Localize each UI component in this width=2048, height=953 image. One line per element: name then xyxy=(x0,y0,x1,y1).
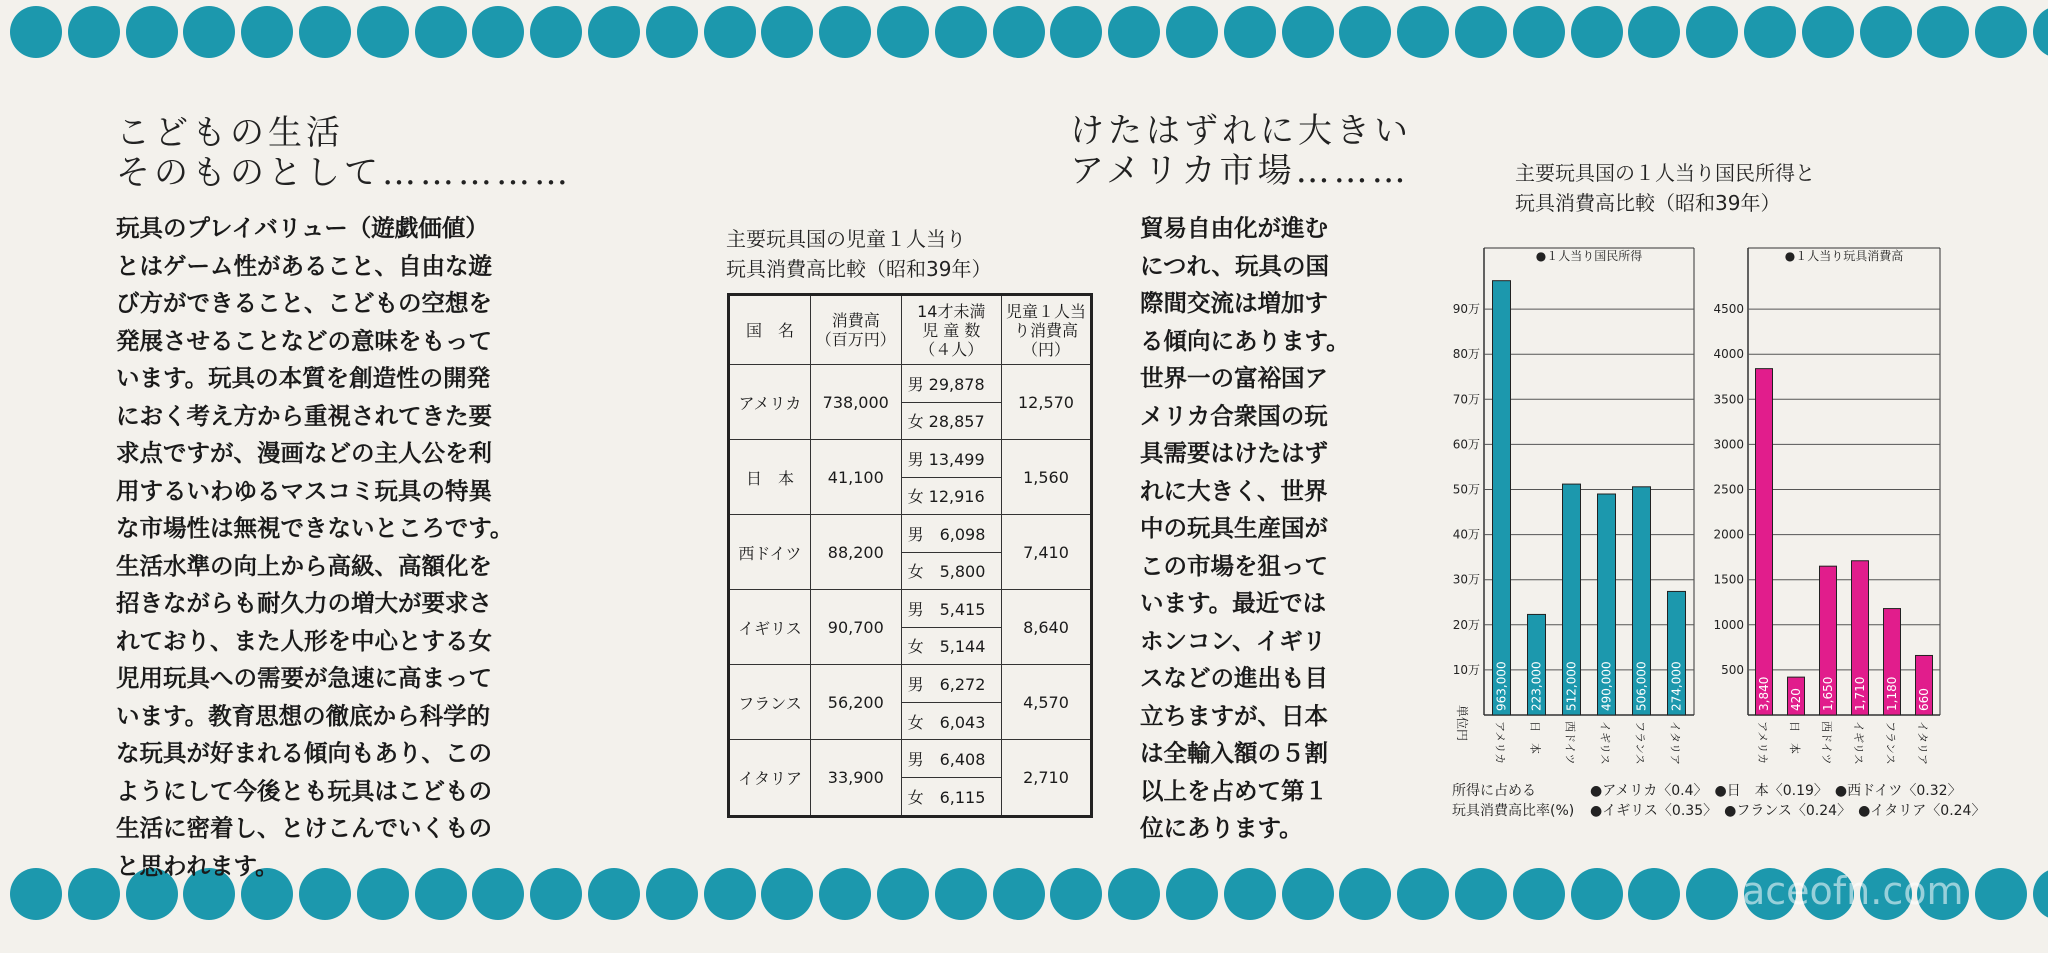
border-dot xyxy=(126,6,178,58)
cell-spend: 88,200 xyxy=(810,515,901,590)
cell-spend: 33,900 xyxy=(810,740,901,817)
cell-per-child: 12,570 xyxy=(1001,365,1091,440)
x-tick-label: 西ドイツ xyxy=(1820,721,1833,765)
bar-value-label: 660 xyxy=(1917,688,1931,711)
border-dot xyxy=(1339,868,1391,920)
x-tick-label: フランス xyxy=(1633,721,1647,765)
chart-caption: 主要玩具国の１人当り国民所得と 玩具消費高比較（昭和39年） xyxy=(1515,161,1815,215)
y-tick-label: 1000 xyxy=(1713,617,1744,632)
y-tick-label: 40万 xyxy=(1452,527,1480,542)
border-dot xyxy=(1108,868,1160,920)
bar-value-label: 963,000 xyxy=(1494,661,1509,711)
bar-value-label: 506,000 xyxy=(1634,661,1649,711)
header-spend: 消費高 （百万円） xyxy=(810,295,901,365)
bar xyxy=(1493,281,1511,715)
border-dot xyxy=(704,868,756,920)
border-dot xyxy=(1513,868,1565,920)
table-row xyxy=(729,365,1092,403)
y-tick-label: 50万 xyxy=(1452,482,1480,497)
y-tick-label: 2000 xyxy=(1713,527,1744,542)
cell-boys: 男 6,098 xyxy=(901,515,1001,553)
cell-boys: 男 6,408 xyxy=(901,740,1001,778)
border-dot xyxy=(877,868,929,920)
border-dot xyxy=(1571,868,1623,920)
cell-spend: 90,700 xyxy=(810,590,901,665)
header-per-child: 児童１人当 り消費高 （円） xyxy=(1001,295,1091,365)
y-tick-label: 70万 xyxy=(1452,392,1480,407)
border-dot xyxy=(530,868,582,920)
income-chart xyxy=(1440,240,1710,775)
border-dot xyxy=(183,6,235,58)
y-tick-label: 80万 xyxy=(1452,347,1480,362)
border-dot xyxy=(10,6,62,58)
cell-country: 西ドイツ xyxy=(729,515,811,590)
border-dot xyxy=(68,868,120,920)
border-dot xyxy=(819,6,871,58)
border-dot xyxy=(1166,868,1218,920)
y-tick-label: 90万 xyxy=(1452,302,1480,317)
consumption-table xyxy=(727,293,1093,818)
y-tick-label: 1500 xyxy=(1713,572,1744,587)
bar-value-label: 490,000 xyxy=(1599,661,1614,711)
border-dot xyxy=(1513,6,1565,58)
bar-value-label: 223,000 xyxy=(1529,661,1544,711)
table-row xyxy=(729,440,1092,478)
x-tick-label: イギリス xyxy=(1598,721,1612,765)
border-dot xyxy=(357,6,409,58)
x-tick-label: イタリア xyxy=(1916,721,1929,765)
y-tick-label: 10万 xyxy=(1452,662,1480,677)
border-dot xyxy=(1455,868,1507,920)
border-dot xyxy=(935,868,987,920)
border-dot xyxy=(1802,6,1854,58)
cell-girls: 女 6,043 xyxy=(901,702,1001,740)
border-dot xyxy=(588,6,640,58)
border-dot xyxy=(819,868,871,920)
x-tick-label: 日 本 xyxy=(1788,721,1801,754)
cell-boys: 男 13,499 xyxy=(901,440,1001,478)
border-dot xyxy=(1744,6,1796,58)
table-row xyxy=(729,590,1092,628)
border-dot xyxy=(1339,6,1391,58)
border-dot xyxy=(877,6,929,58)
cell-country: イギリス xyxy=(729,590,811,665)
bar-value-label: 274,000 xyxy=(1669,661,1684,711)
border-dot xyxy=(530,6,582,58)
header-country: 国 名 xyxy=(729,295,811,365)
x-tick-label: アメリカ xyxy=(1756,721,1769,765)
table-row xyxy=(729,665,1092,703)
bar-value-label: 420 xyxy=(1789,688,1803,711)
border-dot xyxy=(10,868,62,920)
border-dot xyxy=(241,6,293,58)
border-dot xyxy=(646,6,698,58)
section2-heading: けたはずれに大きい アメリカ市場……… xyxy=(1070,111,1412,191)
border-dot xyxy=(646,868,698,920)
x-tick-label: アメリカ xyxy=(1493,721,1507,765)
x-tick-label: イタリア xyxy=(1668,721,1682,765)
border-dot xyxy=(1628,868,1680,920)
border-dot xyxy=(1686,868,1738,920)
y-tick-label: 2500 xyxy=(1713,482,1744,497)
border-dot xyxy=(1975,868,2027,920)
cell-girls: 女 5,144 xyxy=(901,627,1001,665)
cell-girls: 女 5,800 xyxy=(901,552,1001,590)
bar-value-label: 512,000 xyxy=(1564,661,1579,711)
border-dot xyxy=(588,868,640,920)
cell-boys: 男 6,272 xyxy=(901,665,1001,703)
x-tick-label: 日 本 xyxy=(1528,721,1542,754)
y-tick-label: 30万 xyxy=(1452,572,1480,587)
spending-chart-svg xyxy=(1712,240,1952,775)
y-tick-label: 4500 xyxy=(1713,302,1744,317)
watermark: aceofn.com xyxy=(1742,869,1964,913)
border-dot xyxy=(1975,6,2027,58)
cell-per-child: 7,410 xyxy=(1001,515,1091,590)
border-dot xyxy=(1397,6,1449,58)
border-dot xyxy=(993,868,1045,920)
bar-value-label: 3,840 xyxy=(1757,676,1771,711)
border-dot xyxy=(1455,6,1507,58)
top-dot-border xyxy=(0,6,2048,62)
cell-boys: 男 29,878 xyxy=(901,365,1001,403)
y-tick-label: 60万 xyxy=(1452,437,1480,452)
table-caption: 主要玩具国の児童１人当り 玩具消費高比較（昭和39年） xyxy=(726,227,992,281)
x-tick-label: 西ドイツ xyxy=(1563,721,1577,765)
section2-body: 貿易自由化が進む につれ、玩具の国 際間交流は増加す る傾向にあります。 世界一の富裕国ア メリカ合衆国の玩 具需要はけたはず れに大きく、世界 中の玩具生産国が この市場を狙って います。最近では ホンコン、イギリ スなどの進出も目 立ちますが、日本 は全輸入額の５割 以上を占めて第１ 位にあります。 xyxy=(1140,214,1350,842)
cell-country: イタリア xyxy=(729,740,811,817)
cell-girls: 女 6,115 xyxy=(901,777,1001,816)
spending-chart xyxy=(1712,240,1952,775)
border-dot xyxy=(1917,6,1969,58)
section1-body: 玩具のプレイバリュー（遊戯価値） とはゲーム性があること、自由な遊 び方ができること、こどもの空想を 発展させることなどの意味をもって います。玩具の本質を創造性の開発 におく考え方から重視されてきた要 求点ですが、漫画などの主人公を利 用するいわゆるマスコミ玩具の特異 な市場性は無視できないところです。 生活水準の向上から高級、高額化を 招きながらも耐久力の増大が要求さ れており、また人形を中心とする女 児用玩具への需要が急速に高まって います。教育思想の徹底から科学的 な玩具が好まれる傾向もあり、この ようにして今後とも玩具はこどもの 生活に密着し、とけこんでいくもの と思われます。 xyxy=(116,214,514,880)
cell-boys: 男 5,415 xyxy=(901,590,1001,628)
border-dot xyxy=(1108,6,1160,58)
border-dot xyxy=(2033,868,2048,920)
y-tick-label: 20万 xyxy=(1452,617,1480,632)
chart-title: ●１人当り玩具消費高 xyxy=(1784,249,1904,263)
cell-spend: 56,200 xyxy=(810,665,901,740)
cell-per-child: 8,640 xyxy=(1001,590,1091,665)
cell-country: フランス xyxy=(729,665,811,740)
border-dot xyxy=(415,6,467,58)
section1-heading: こどもの生活 そのものとして…………… xyxy=(116,113,572,193)
border-dot xyxy=(1628,6,1680,58)
header-kids: 14才未満 児 童 数 （４人） xyxy=(901,295,1001,365)
border-dot xyxy=(1860,6,1912,58)
ratio-label: 所得に占める 玩具消費高比率(%) xyxy=(1452,783,1575,819)
chart-title: ●１人当り国民所得 xyxy=(1535,249,1643,263)
y-tick-label: 4000 xyxy=(1713,347,1744,362)
bar-value-label: 1,180 xyxy=(1885,676,1899,711)
income-chart-svg xyxy=(1440,240,1710,775)
border-dot xyxy=(1224,868,1276,920)
table-row xyxy=(729,740,1092,778)
border-dot xyxy=(761,868,813,920)
table-row xyxy=(729,515,1092,553)
cell-per-child: 2,710 xyxy=(1001,740,1091,817)
cell-per-child: 1,560 xyxy=(1001,440,1091,515)
border-dot xyxy=(1050,6,1102,58)
cell-girls: 女 28,857 xyxy=(901,402,1001,440)
border-dot xyxy=(68,6,120,58)
y-tick-label: 3000 xyxy=(1713,437,1744,452)
border-dot xyxy=(1397,868,1449,920)
ratio-items: ●アメリカ〈0.4〉 ●日 本〈0.19〉 ●西ドイツ〈0.32〉 ●イギリス〈0.35〉 ●フランス〈0.24〉 ●イタリア〈0.24〉 xyxy=(1590,783,1986,819)
border-dot xyxy=(935,6,987,58)
x-tick-label: イギリス xyxy=(1852,721,1865,765)
cell-per-child: 4,570 xyxy=(1001,665,1091,740)
bar-value-label: 1,710 xyxy=(1853,676,1867,711)
border-dot xyxy=(1050,868,1102,920)
border-dot xyxy=(1282,868,1334,920)
border-dot xyxy=(299,6,351,58)
x-tick-label: フランス xyxy=(1884,721,1897,765)
y-tick-label: 500 xyxy=(1721,662,1744,677)
border-dot xyxy=(472,6,524,58)
border-dot xyxy=(761,6,813,58)
border-dot xyxy=(1686,6,1738,58)
cell-country: アメリカ xyxy=(729,365,811,440)
cell-spend: 738,000 xyxy=(810,365,901,440)
border-dot xyxy=(993,6,1045,58)
border-dot xyxy=(1282,6,1334,58)
y-axis-label: 単位円 xyxy=(1455,705,1469,742)
border-dot xyxy=(1224,6,1276,58)
border-dot xyxy=(1166,6,1218,58)
bar xyxy=(1756,369,1773,715)
y-tick-label: 3500 xyxy=(1713,392,1744,407)
cell-country: 日 本 xyxy=(729,440,811,515)
cell-spend: 41,100 xyxy=(810,440,901,515)
border-dot xyxy=(1571,6,1623,58)
border-dot xyxy=(2033,6,2048,58)
cell-girls: 女 12,916 xyxy=(901,477,1001,515)
border-dot xyxy=(704,6,756,58)
bar-value-label: 1,650 xyxy=(1821,676,1835,711)
